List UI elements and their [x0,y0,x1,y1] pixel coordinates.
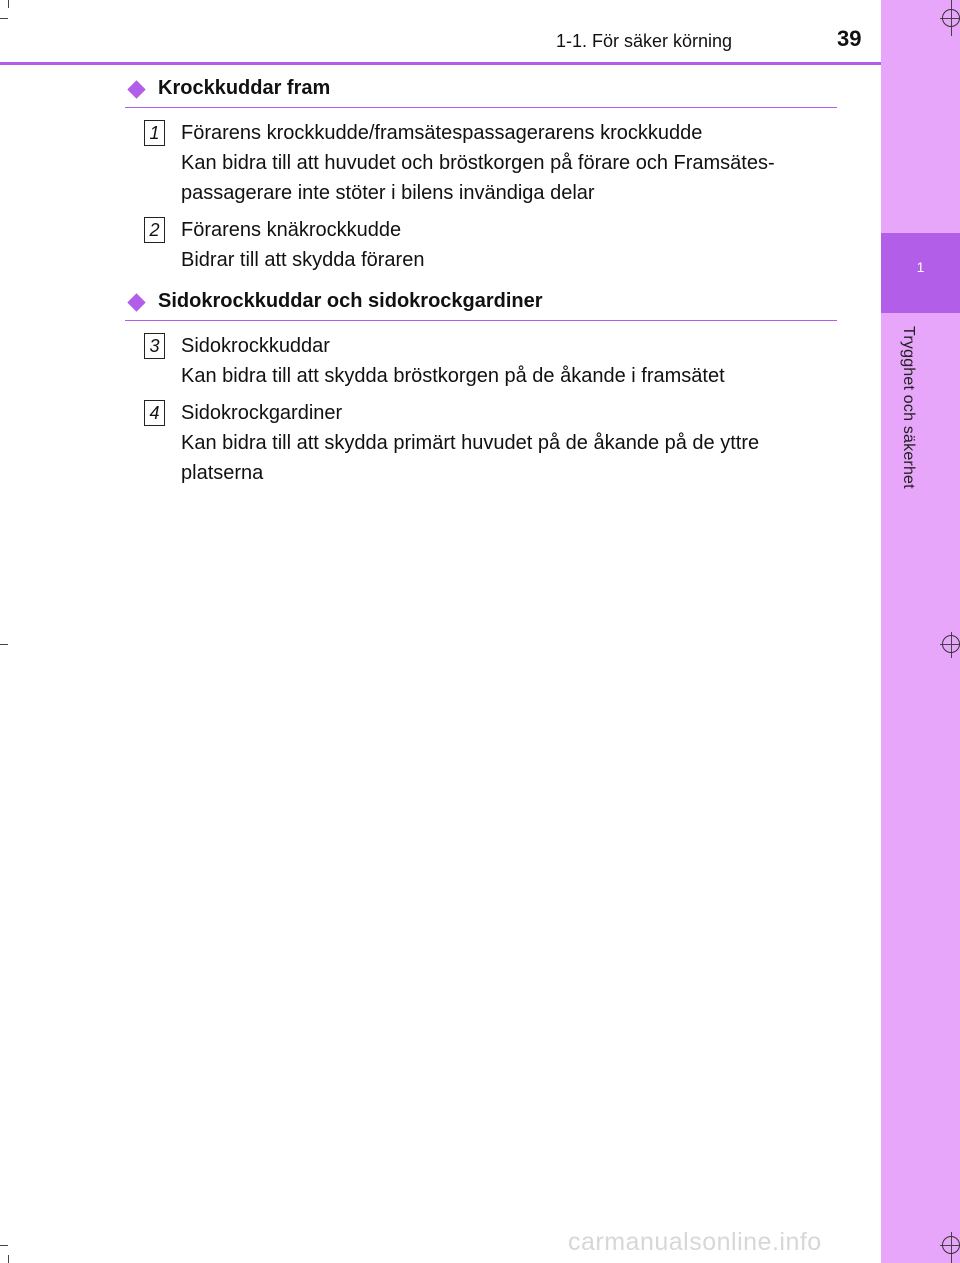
chapter-title: Trygghet och säkerhet [900,326,917,489]
diamond-bullet-icon [127,80,145,98]
item-title: Förarens krockkudde/framsätespassagerarens krockkudde [181,122,703,144]
crop-mark [8,0,9,8]
registration-mark [942,9,960,27]
item-description: platserna [181,462,264,484]
crop-mark [0,1245,8,1246]
item-description: Kan bidra till att huvudet och bröstkorgen på förare och Framsätes- [181,152,775,174]
section-heading-text: Sidokrockkuddar och sidokrockgardiner [158,290,543,312]
item-title: Sidokrockgardiner [181,402,343,424]
item-title: Förarens knäkrockkudde [181,219,402,241]
section-label: 1-1. För säker körning [556,31,733,51]
item-description: Kan bidra till att skydda primärt huvudet på de åkande på de yttre [181,432,760,454]
crop-mark [0,18,8,19]
section-heading-text: Krockkuddar fram [158,77,331,99]
item-description: passagerare inte stöter i bilens invändiga delar [181,182,595,204]
item-title: Sidokrockkuddar [181,335,330,357]
item-number: 3 [144,333,165,359]
item-number: 1 [144,120,165,146]
registration-mark [942,635,960,653]
registration-mark [942,1236,960,1254]
item-description: Kan bidra till att skydda bröstkorgen på de åkande i framsätet [181,365,725,387]
section-heading [125,290,837,321]
chapter-number: 1 [916,259,925,275]
crop-mark [8,1255,9,1263]
section-heading [125,77,837,108]
chapter-sidebar [881,0,960,1263]
diamond-bullet-icon [127,293,145,311]
crop-mark [0,644,8,645]
watermark: carmanualsonline.info [568,1228,822,1256]
item-number: 2 [144,217,165,243]
header-rule [0,62,881,65]
page-number: 39 [837,26,862,51]
item-description: Bidrar till att skydda föraren [181,249,425,271]
item-number: 4 [144,400,165,426]
chapter-tab[interactable] [881,233,960,313]
